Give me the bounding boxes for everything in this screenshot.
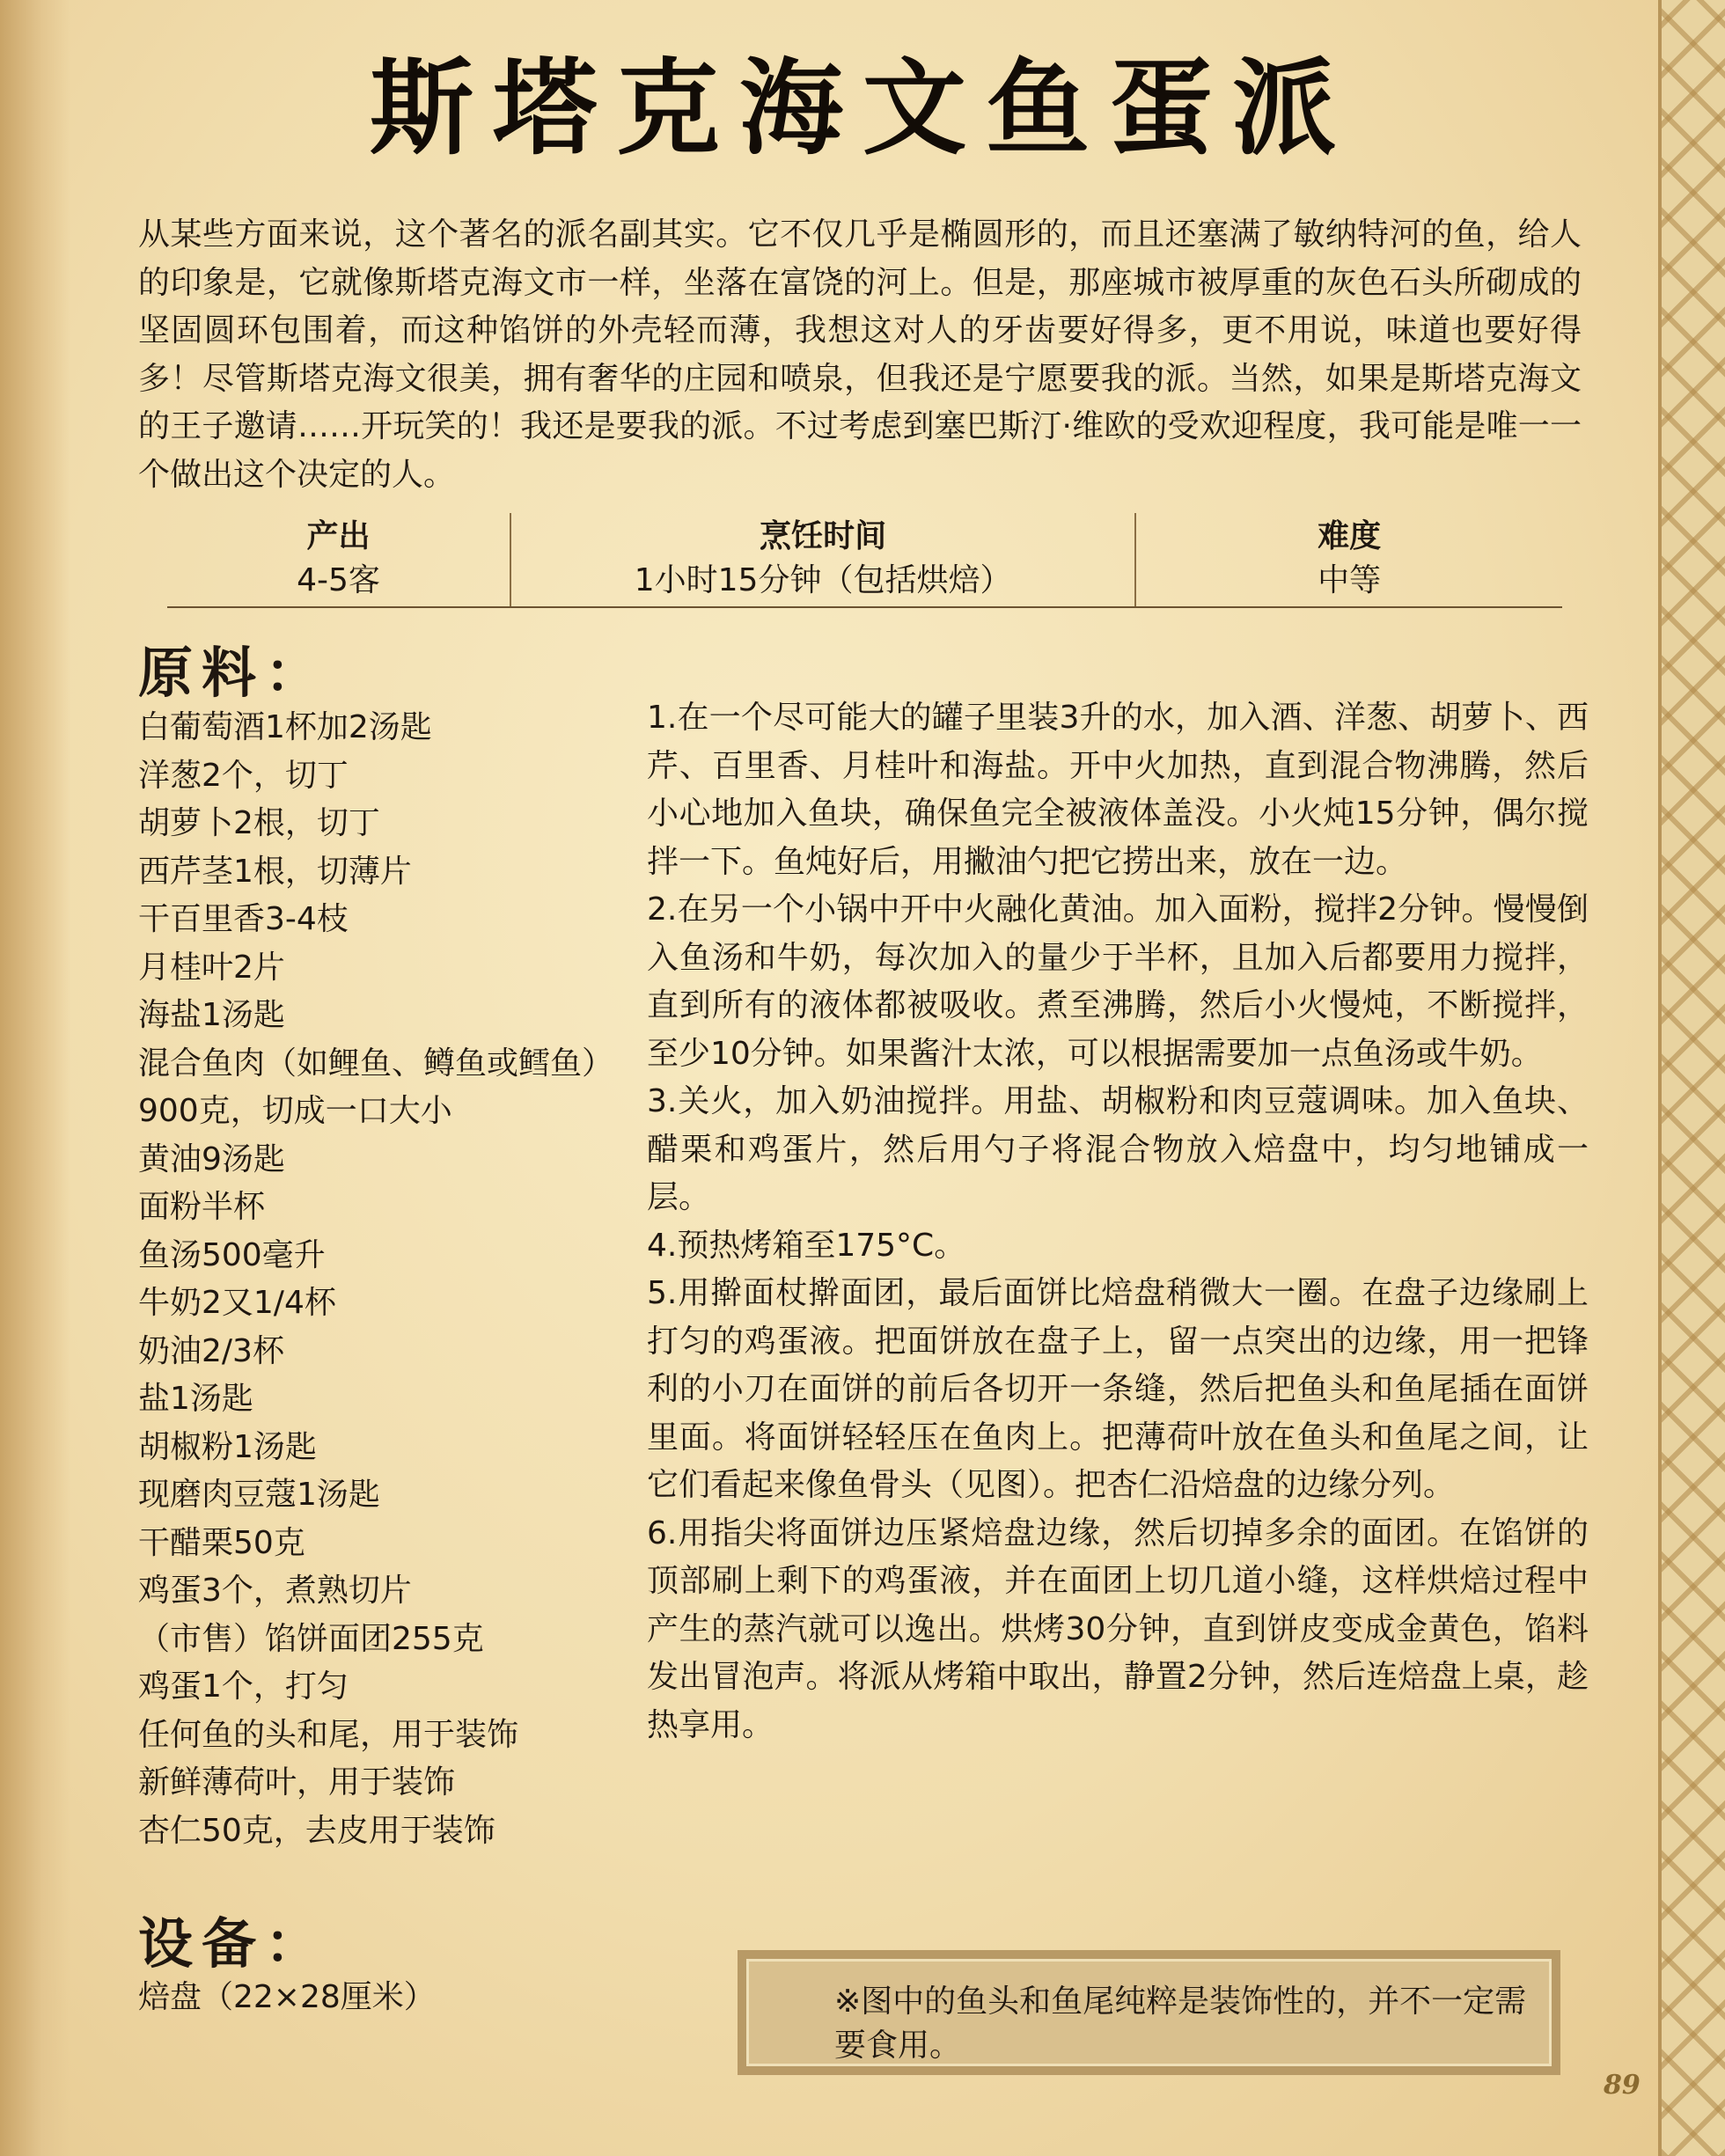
ingredient-item: 白葡萄酒1杯加2汤匙 [138, 709, 432, 745]
difficulty-label: 难度 [1318, 518, 1382, 554]
ingredient-item: 胡萝卜2根，切丁 [138, 805, 380, 841]
ingredient-item: 新鲜薄荷叶，用于装饰 [138, 1764, 456, 1800]
step-3: 3.关火，加入奶油搅拌。用盐、胡椒粉和肉豆蔻调味。加入鱼块、醋栗和鸡蛋片，然后用勺子将混合物放入焙盘中，均匀地铺成一层。 [647, 1083, 1589, 1215]
ingredient-item: 盐1汤匙 [138, 1381, 253, 1417]
equipment-heading: 设备： [138, 1911, 329, 1976]
yield-column [167, 513, 510, 606]
intro-paragraph: 从某些方面来说，这个著名的派名副其实。它不仅几乎是椭圆形的，而且还塞满了敏纳特河的鱼，给人的印象是，它就像斯塔克海文市一样，坐落在富饶的河上。但是，那座城市被厚重的灰色石头所砌成的坚固圆环包围着，而这种馅饼的外壳轻而薄，我想这对人的牙齿要好得多，更不用说，味道也要好得多！尽管斯塔克海文很美，拥有奢华的庄园和喷泉，但我还是宁愿要我的派。当然，如果是斯塔克海文的王子邀请……开玩笑的！我还是要我的派。不过考虑到塞巴斯汀·维欧的受欢迎程度，我可能是唯一一个做出这个决定的人。 [138, 216, 1582, 493]
step-5: 5.用擀面杖擀面团，最后面饼比焙盘稍微大一圈。在盘子边缘刷上打匀的鸡蛋液。把面饼放在盘子上，留一点突出的边缘，用一把锋利的小刀在面饼的前后各切开一条缝，然后把鱼头和鱼尾插在面饼里面。将面饼轻轻压在鱼肉上。把薄荷叶放在鱼头和鱼尾之间，让它们看起来像鱼骨头（见图）。把杏仁沿焙盘的边缘分列。 [647, 1275, 1589, 1503]
instructions [647, 694, 1589, 1749]
ingredient-item: 海盐1汤匙 [138, 997, 285, 1033]
difficulty-value: 中等 [1318, 562, 1382, 598]
yield-label: 产出 [306, 518, 371, 554]
note-text: ※图中的鱼头和鱼尾纯粹是装饰性的，并不一定需要食用。 [834, 1984, 1527, 2064]
ingredients-heading: 原料： [138, 641, 329, 705]
ingredient-item: 牛奶2又1/4杯 [138, 1285, 336, 1321]
ingredient-item: 面粉半杯 [138, 1189, 266, 1225]
decorative-border [1658, 0, 1725, 2156]
page-edge-shadow [0, 0, 70, 2156]
yield-value: 4-5客 [297, 562, 380, 598]
ingredient-item: 杏仁50克，去皮用于装饰 [138, 1812, 495, 1849]
time-label: 烹饪时间 [760, 518, 887, 554]
step-6: 6.用指尖将面饼边压紧焙盘边缘，然后切掉多余的面团。在馅饼的顶部刷上剩下的鸡蛋液，并在面团上切几道小缝，这样烘焙过程中产生的蒸汽就可以逸出。烘烤30分钟，直到饼皮变成金黄色，馅料发出冒泡声。将派从烤箱中取出，静置2分钟，然后连焙盘上桌，趁热享用。 [647, 1514, 1589, 1743]
ingredient-item: 黄油9汤匙 [138, 1140, 285, 1177]
time-column [510, 513, 1134, 606]
ingredient-item: 西芹茎1根，切薄片 [138, 853, 412, 890]
note-box [738, 1950, 1560, 2075]
recipe-title: 斯塔克海文鱼蛋派 [369, 47, 1355, 169]
ingredient-item: （市售）馅饼面团255克 [138, 1620, 484, 1657]
step-4: 4.预热烤箱至175°C。 [647, 1227, 966, 1264]
page-number: 89 [1604, 2070, 1641, 2101]
ingredient-item: 胡椒粉1汤匙 [138, 1428, 317, 1465]
time-value: 1小时15分钟（包括烘焙） [634, 562, 1012, 598]
recipe-info-table [167, 513, 1562, 608]
step-2: 2.在另一个小锅中开中火融化黄油。加入面粉，搅拌2分钟。慢慢倒入鱼汤和牛奶，每次加入的量少于半杯，且加入后都要用力搅拌，直到所有的液体都被吸收。煮至沸腾，然后小火慢炖，不断搅拌，至少10分钟。如果酱汁太浓，可以根据需要加一点鱼汤或牛奶。 [647, 891, 1589, 1072]
ingredients-list [138, 704, 613, 1855]
difficulty-column [1134, 513, 1562, 606]
ingredient-item: 混合鱼肉（如鲤鱼、鳟鱼或鳕鱼）900克，切成一口大小 [138, 1045, 614, 1129]
equipment-item: 焙盘（22×28厘米） [138, 1979, 436, 2015]
ingredient-item: 鱼汤500毫升 [138, 1236, 326, 1273]
ingredient-item: 鸡蛋3个，煮熟切片 [138, 1573, 412, 1609]
ingredient-item: 任何鱼的头和尾，用于装饰 [138, 1716, 519, 1753]
ingredient-item: 月桂叶2片 [138, 949, 285, 986]
ingredient-item: 现磨肉豆蔻1汤匙 [138, 1477, 380, 1513]
ingredient-item: 洋葱2个，切丁 [138, 757, 349, 794]
ingredient-item: 奶油2/3杯 [138, 1332, 284, 1369]
step-1: 1.在一个尽可能大的罐子里装3升的水，加入酒、洋葱、胡萝卜、西芹、百里香、月桂叶和海盐。开中火加热，直到混合物沸腾，然后小心地加入鱼块，确保鱼完全被液体盖没。小火炖15分钟，偶尔搅拌一下。鱼炖好后，用撇油勺把它捞出来，放在一边。 [647, 700, 1589, 880]
ingredient-item: 干百里香3-4枝 [138, 901, 349, 937]
ingredient-item: 鸡蛋1个，打匀 [138, 1668, 349, 1705]
ingredient-item: 干醋栗50克 [138, 1524, 305, 1561]
